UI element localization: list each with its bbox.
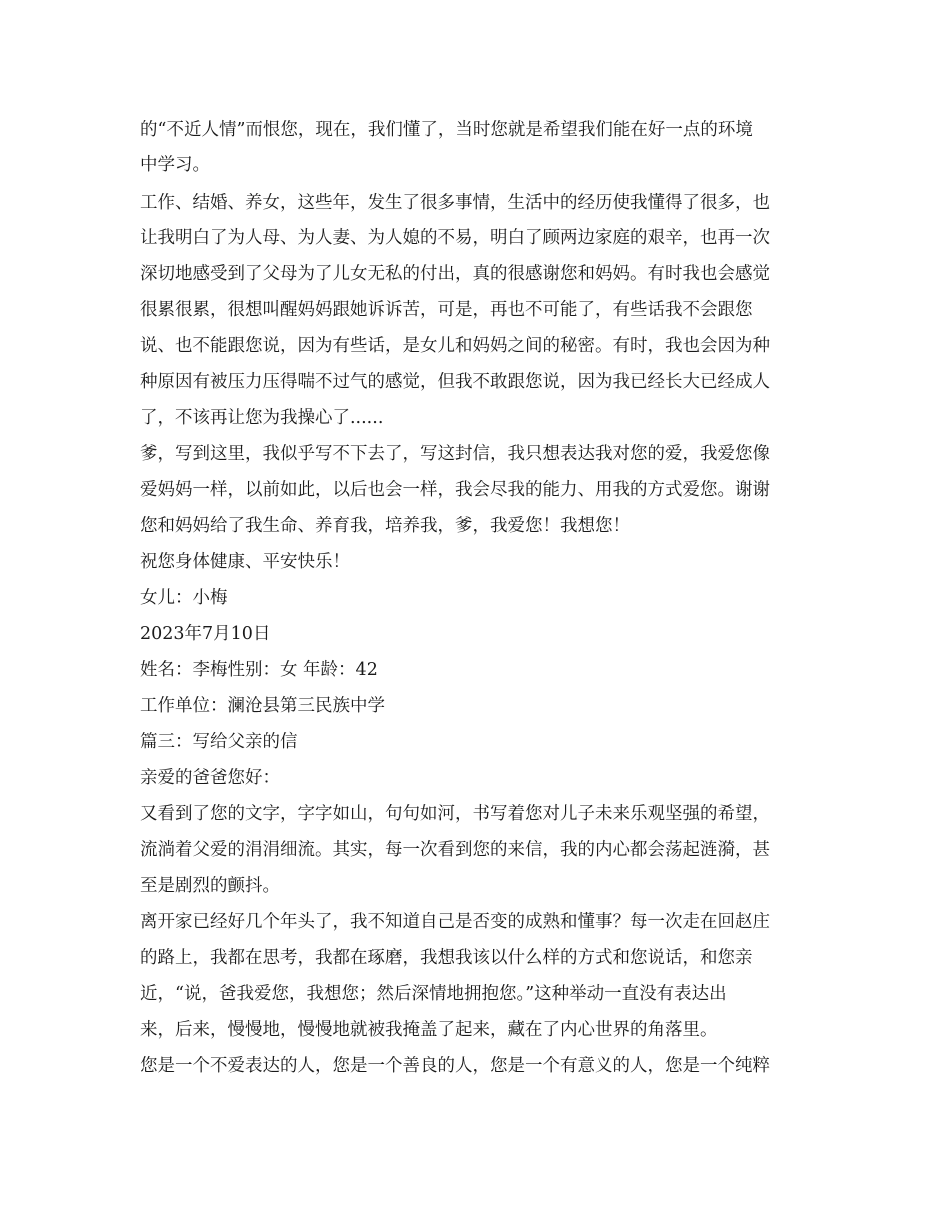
text-line: 深切地感受到了父母为了儿女无私的付出，真的很感谢您和妈妈。有时我也会感觉 — [140, 264, 770, 284]
text-line: 您和妈妈给了我生命、养育我，培养我，爹，我爱您！我想您！ — [140, 516, 630, 536]
text-line: 让我明白了为人母、为人妻、为人媳的不易，明白了顾两边家庭的艰辛，也再一次 — [140, 228, 770, 248]
text-line: 离开家已经好几个年头了，我不知道自己是否变的成熟和懂事？每一次走在回赵庄 — [140, 912, 770, 932]
text-line: 流淌着父爱的涓涓细流。其实，每一次看到您的来信，我的内心都会荡起涟漪，甚 — [140, 840, 770, 860]
section-title: 篇三：写给父亲的信 — [140, 732, 298, 752]
signature-line: 女儿：小梅 — [140, 588, 228, 608]
text-line: 近，“说，爸我爱您，我想您；然后深情地拥抱您。”这种举动一直没有表达出 — [140, 984, 727, 1004]
text-line: 了，不该再让您为我操心了...... — [140, 408, 384, 428]
text-line: 中学习。 — [140, 155, 210, 175]
text-line: 来，后来，慢慢地，慢慢地就被我掩盖了起来，藏在了内心世界的角落里。 — [140, 1020, 718, 1040]
text-line: 爱妈妈一样，以前如此，以后也会一样，我会尽我的能力、用我的方式爱您。谢谢 — [140, 480, 770, 500]
text-line: 又看到了您的文字，字字如山，句句如河，书写着您对儿子未来乐观坚强的希望， — [140, 804, 770, 824]
text-line: 至是剧烈的颤抖。 — [140, 876, 280, 896]
text-line: 祝您身体健康、平安快乐！ — [140, 552, 350, 572]
text-line: 的路上，我都在思考，我都在琢磨，我想我该以什么样的方式和您说话，和您亲 — [140, 948, 753, 968]
text-line: 工作、结婚、养女，这些年，发生了很多事情，生活中的经历使我懂得了很多，也 — [140, 193, 770, 213]
text-line: 您是一个不爱表达的人，您是一个善良的人，您是一个有意义的人，您是一个纯粹 — [140, 1056, 770, 1076]
author-workplace-line: 工作单位：澜沧县第三民族中学 — [140, 696, 385, 716]
text-line: 爹，写到这里，我似乎写不下去了，写这封信，我只想表达我对您的爱，我爱您像 — [140, 444, 770, 464]
date-line: 2023年7月10日 — [140, 624, 271, 644]
text-line: 种原因有被压力压得喘不过气的感觉，但我不敢跟您说，因为我已经长大已经成人 — [140, 372, 770, 392]
text-line: 的“不近人情”而恨您，现在，我们懂了，当时您就是希望我们能在好一点的环境 — [140, 120, 753, 140]
salutation-line: 亲爱的爸爸您好： — [140, 768, 280, 788]
text-line: 说、也不能跟您说，因为有些话，是女儿和妈妈之间的秘密。有时，我也会因为种 — [140, 336, 770, 356]
author-info-line: 姓名：李梅性别：女 年龄：42 — [140, 660, 378, 680]
text-line: 很累很累，很想叫醒妈妈跟她诉诉苦，可是，再也不可能了，有些话我不会跟您 — [140, 300, 753, 320]
